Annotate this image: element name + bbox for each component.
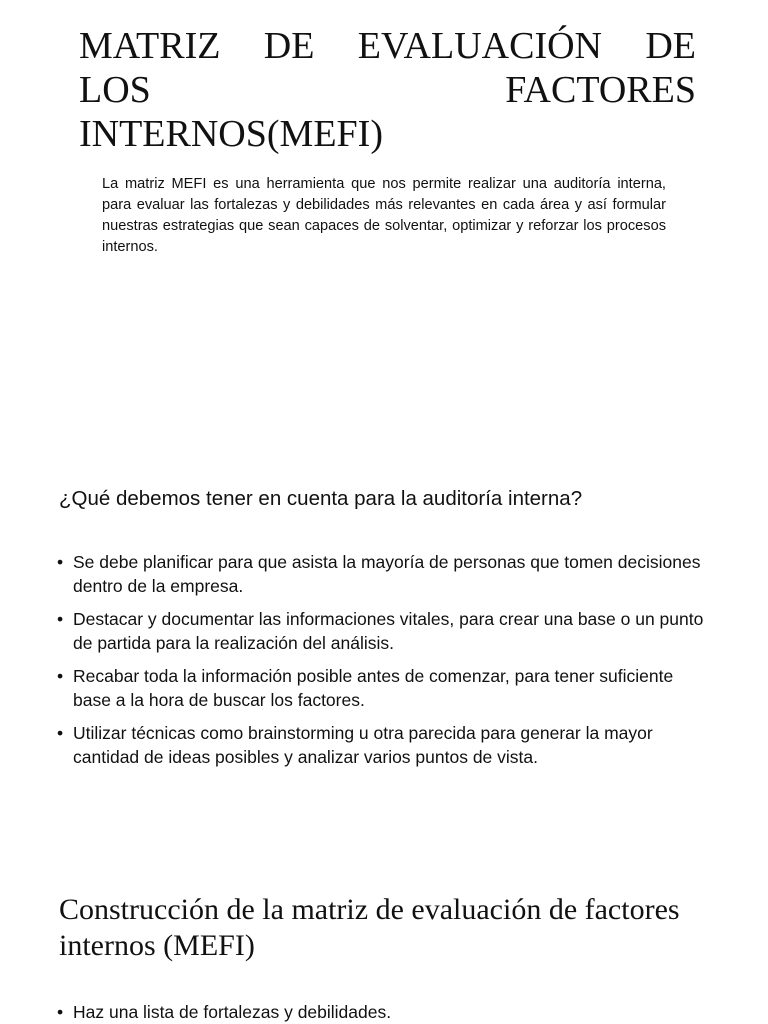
slide-2-question-heading: ¿Qué debemos tener en cuenta para la auditoría interna? [59,487,583,510]
slide-3-bullet-list [57,1000,707,1024]
slide-1-title-line: LOS FACTORES [79,69,696,111]
bullet-item: • Se debe planificar para que asista la mayoría de personas que tomen decisiones dentro de la empresa. [57,550,707,598]
slide-1-intro-paragraph: La matriz MEFI es una herramienta que nos permite realizar una auditoría interna, para evaluar las fortalezas y debilidades más relevantes en cada área y así formular nuestras estrategias que sean capaces de solventar, optimizar y reforzar los procesos internos. [102,176,666,255]
bullet-item: • Recabar toda la información posible antes de comenzar, para tener suficiente base a la hora de buscar los factores. [57,664,707,712]
slide-1-title [79,24,696,156]
bullet-item: • Destacar y documentar las informaciones vitales, para crear una base o un punto de partida para la realización del análisis. [57,607,707,655]
bullet-item: • Haz una lista de fortalezas y debilidades. [57,1000,707,1024]
slide-2-bullet-list [57,550,707,778]
bullet-item: • Utilizar técnicas como brainstorming u otra parecida para generar la mayor cantidad de ideas posibles y analizar varios puntos de vista. [57,721,707,769]
slide-3-title: Construcción de la matriz de evaluación de factores internos (MEFI) [59,893,680,962]
slide-1-title-line: MATRIZ DE EVALUACIÓN DE [79,25,696,67]
slide-1-title-line: INTERNOS(MEFI) [79,113,383,155]
